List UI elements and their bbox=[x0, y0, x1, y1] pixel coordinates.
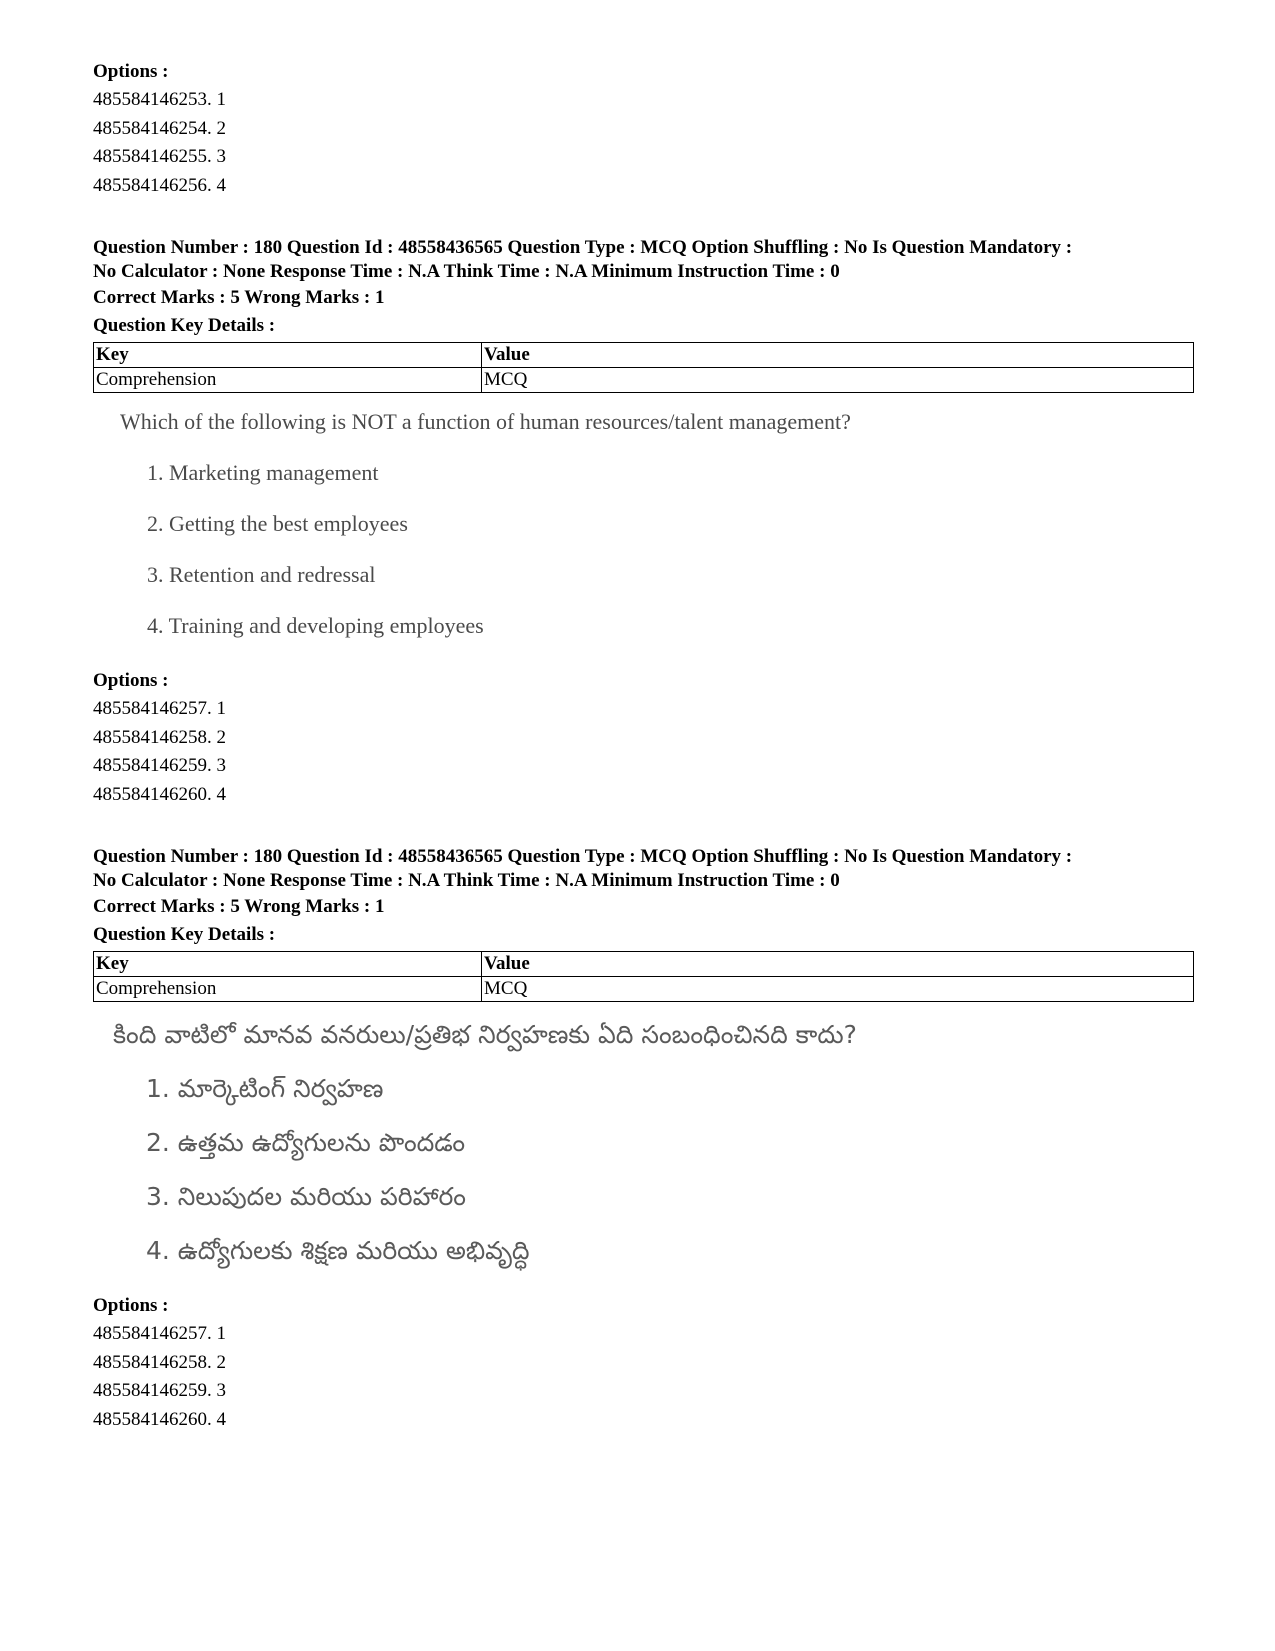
question-choice: 4. Training and developing employees bbox=[147, 613, 484, 638]
question-choice: 3. Retention and redressal bbox=[147, 562, 376, 587]
table-header-row bbox=[94, 343, 1194, 368]
option-item: 485584146258. 2 bbox=[93, 1351, 226, 1373]
question-header bbox=[93, 236, 1193, 284]
document-page bbox=[93, 58, 1193, 1434]
option-item: 485584146259. 3 bbox=[93, 755, 226, 776]
question-choice: 3. నిలుపుదల మరియు పరిహారం bbox=[146, 1182, 466, 1211]
question-choice: 1. Marketing management bbox=[147, 460, 379, 485]
question-meta-line1: Question Number : 180 Question Id : 48558436565 Question Type : MCQ Option Shuffling : No Is Question Mandatory : bbox=[93, 846, 1073, 867]
marks-info: Correct Marks : 5 Wrong Marks : 1 bbox=[93, 896, 385, 917]
question-choice: 1. మార్కెటింగ్ నిర్వహణ bbox=[146, 1074, 384, 1103]
question-choice: 2. ఉత్తమ ఉద్యోగులను పొందడం bbox=[146, 1128, 466, 1157]
key-details-table bbox=[93, 951, 1194, 1002]
question-block-english bbox=[93, 236, 1193, 809]
option-item: 485584146256. 4 bbox=[93, 174, 226, 196]
table-cell-value: MCQ bbox=[482, 368, 1194, 393]
question-image bbox=[93, 1020, 1193, 1266]
table-row bbox=[94, 977, 1194, 1002]
question-meta-line2: No Calculator : None Response Time : N.A Think Time : N.A Minimum Instruction Time : 0 bbox=[93, 870, 840, 891]
question-header bbox=[93, 845, 1193, 893]
options-label: Options : bbox=[93, 670, 169, 691]
table-header-row bbox=[94, 952, 1194, 977]
previous-question-options bbox=[93, 58, 1193, 200]
options-label: Options : bbox=[93, 61, 169, 82]
key-details-table bbox=[93, 342, 1194, 393]
options-list bbox=[93, 695, 1193, 809]
question-choice: 2. Getting the best employees bbox=[147, 511, 408, 536]
question-text: Which of the following is NOT a function of human resources/talent management? bbox=[120, 409, 851, 434]
option-item: 485584146260. 4 bbox=[93, 783, 226, 805]
option-item: 485584146259. 3 bbox=[93, 1380, 226, 1401]
option-item: 485584146260. 4 bbox=[93, 1408, 226, 1430]
options-list bbox=[93, 86, 1193, 200]
question-block-telugu bbox=[93, 845, 1193, 1434]
options-label: Options : bbox=[93, 1295, 169, 1316]
question-image bbox=[93, 407, 1193, 641]
question-choice: 4. ఉద్యోగులకు శిక్షణ మరియు అభివృద్ధి bbox=[146, 1236, 530, 1265]
option-item: 485584146258. 2 bbox=[93, 726, 226, 748]
table-cell-value: MCQ bbox=[482, 977, 1194, 1002]
option-item: 485584146257. 1 bbox=[93, 1323, 226, 1344]
question-meta-line2: No Calculator : None Response Time : N.A Think Time : N.A Minimum Instruction Time : 0 bbox=[93, 261, 840, 282]
question-text: కింది వాటిలో మానవ వనరులు/ప్రతిభ నిర్వహణకు ఏది సంబంధించినది కాదు? bbox=[113, 1020, 857, 1049]
table-header-value: Value bbox=[482, 952, 1194, 977]
table-header-key: Key bbox=[94, 343, 482, 368]
question-meta-line1: Question Number : 180 Question Id : 48558436565 Question Type : MCQ Option Shuffling : No Is Question Mandatory : bbox=[93, 237, 1073, 258]
option-item: 485584146254. 2 bbox=[93, 117, 226, 139]
option-item: 485584146257. 1 bbox=[93, 698, 226, 719]
option-item: 485584146255. 3 bbox=[93, 146, 226, 167]
options-list bbox=[93, 1320, 1193, 1434]
table-row bbox=[94, 368, 1194, 393]
key-details-label: Question Key Details : bbox=[93, 924, 276, 945]
option-item: 485584146253. 1 bbox=[93, 89, 226, 110]
table-header-value: Value bbox=[482, 343, 1194, 368]
marks-info: Correct Marks : 5 Wrong Marks : 1 bbox=[93, 287, 385, 308]
table-cell-key: Comprehension bbox=[94, 977, 482, 1002]
key-details-label: Question Key Details : bbox=[93, 315, 276, 336]
table-cell-key: Comprehension bbox=[94, 368, 482, 393]
table-header-key: Key bbox=[94, 952, 482, 977]
